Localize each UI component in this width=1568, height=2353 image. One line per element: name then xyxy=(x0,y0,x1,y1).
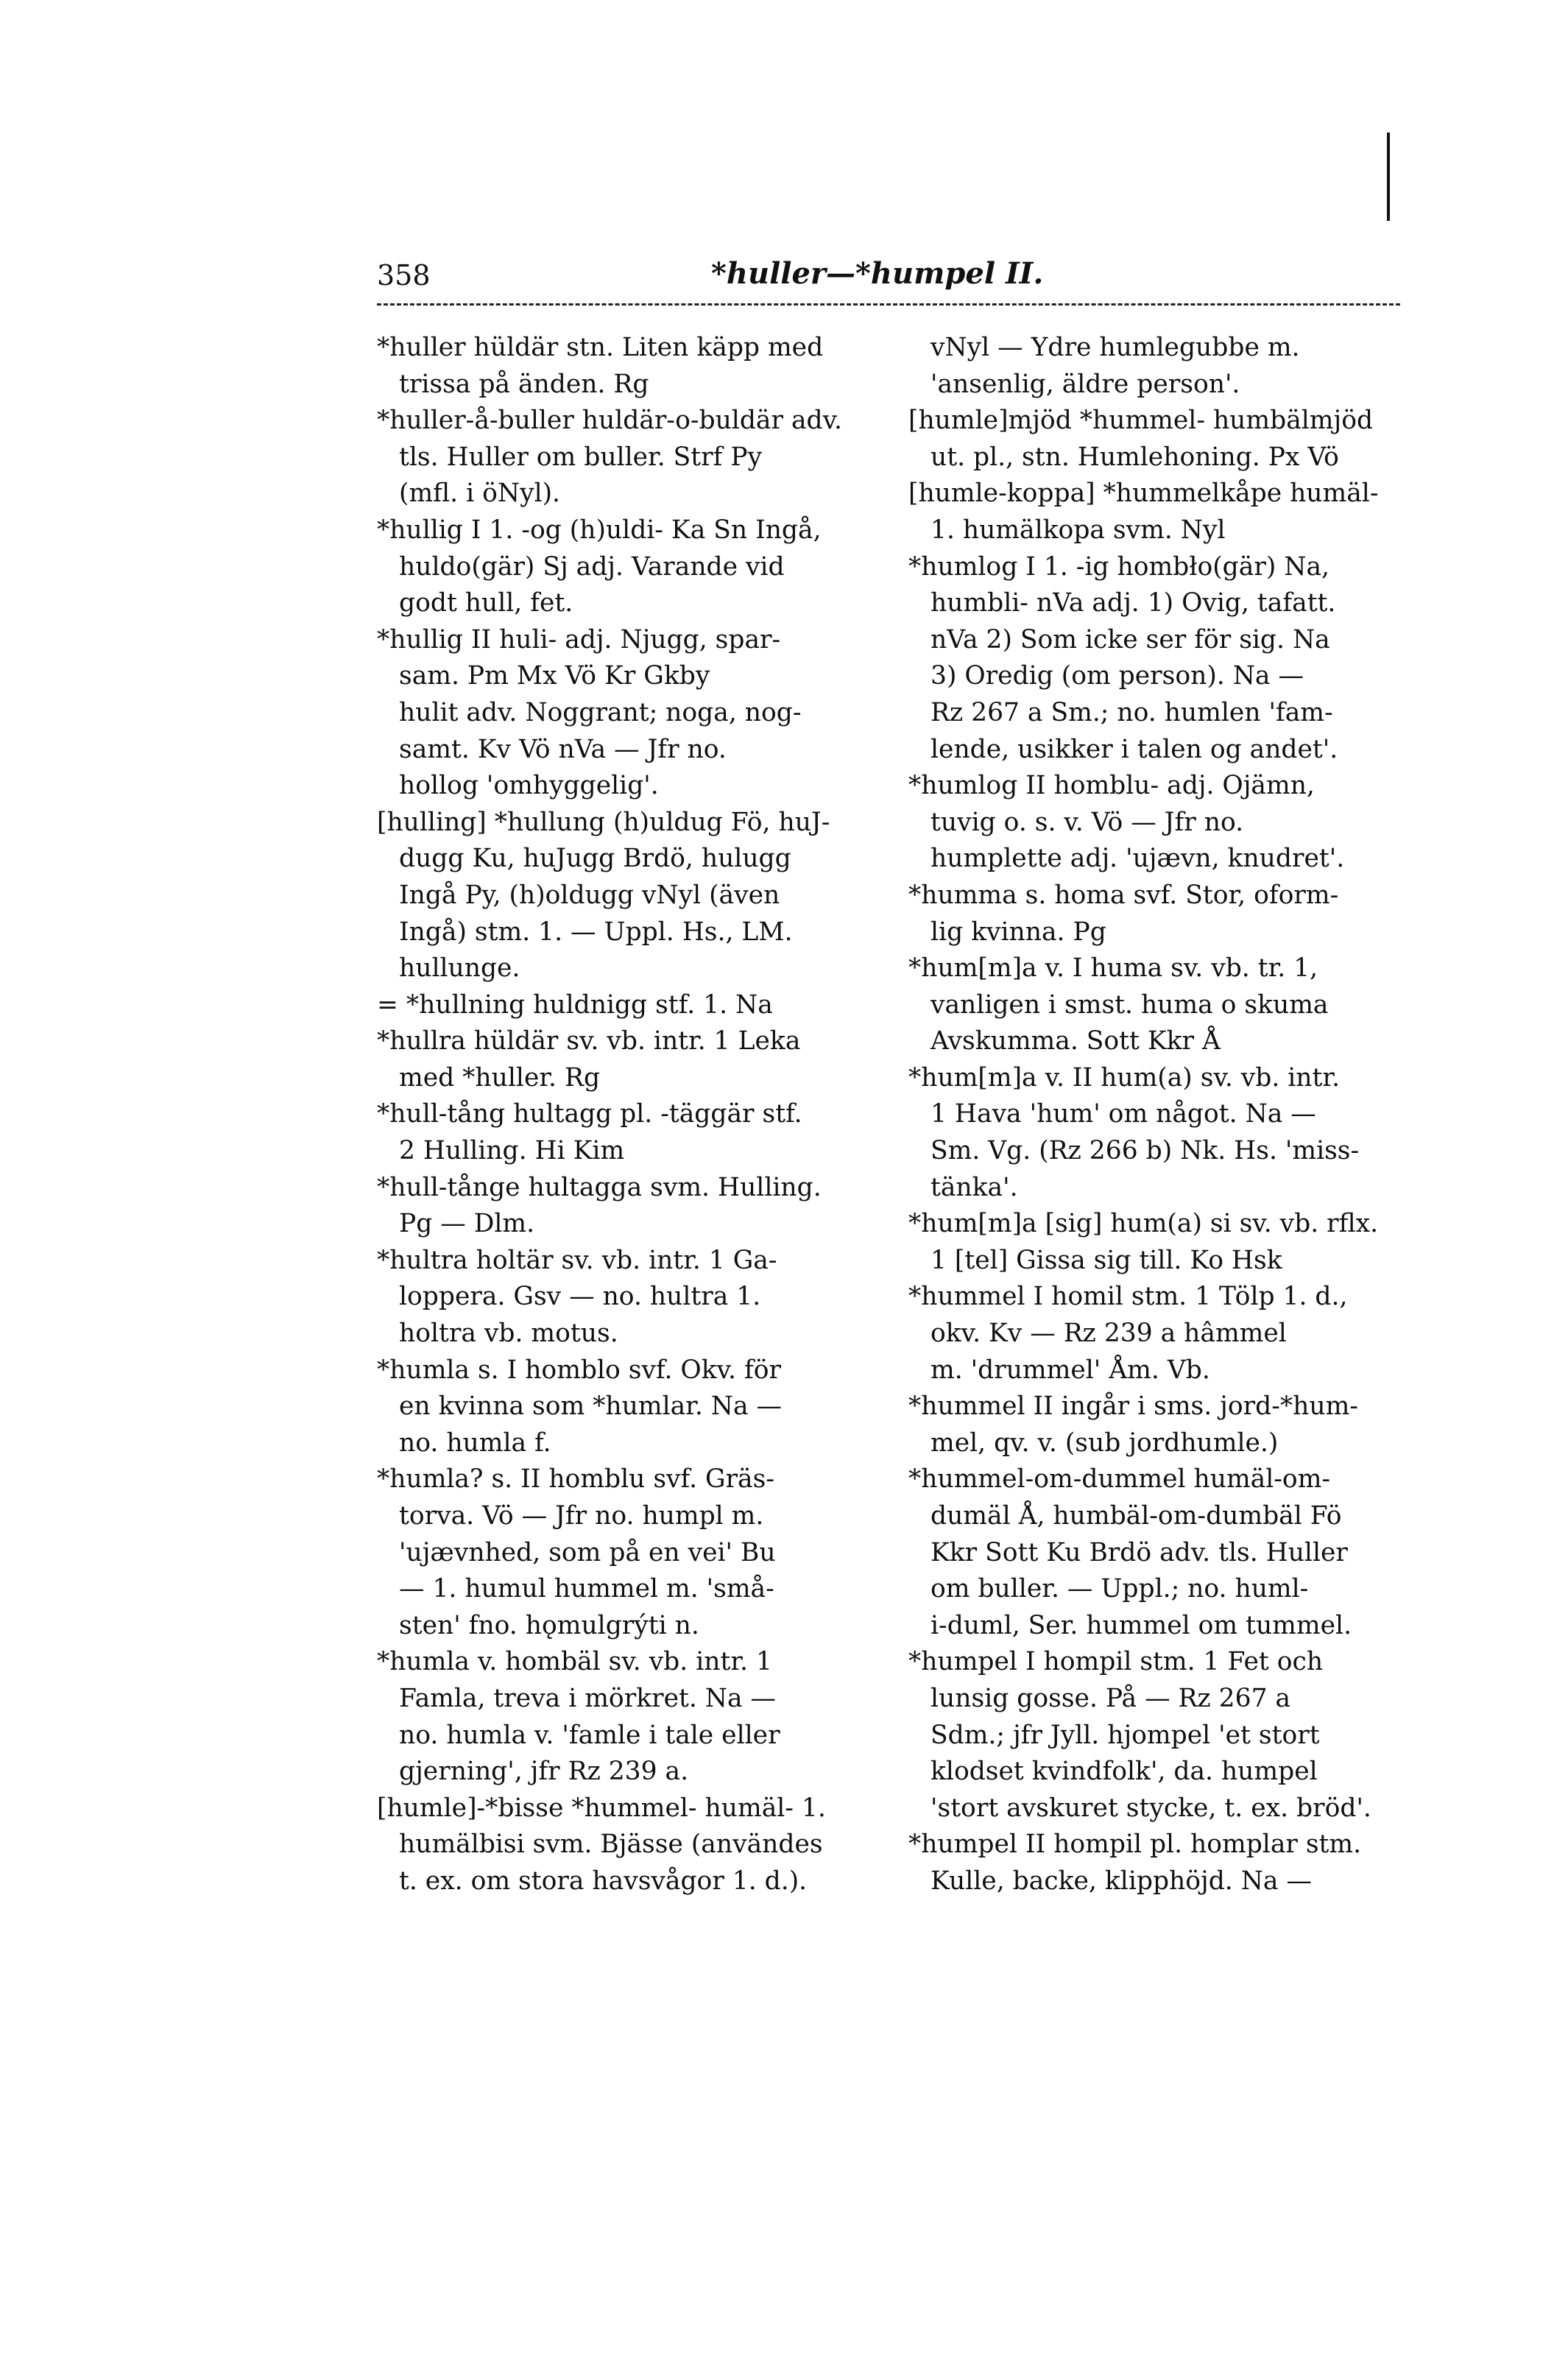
dictionary-line: *humlog II homblu- adj. Ojämn, xyxy=(908,771,1315,801)
dictionary-line: 1 Hava 'hum' om något. Na — xyxy=(930,1099,1316,1129)
dictionary-line: *humla v. hombäl sv. vb. intr. 1 xyxy=(377,1647,772,1677)
dictionary-line: Avskumma. Sott Kkr Å xyxy=(930,1026,1221,1056)
dictionary-line: tls. Huller om buller. Strf Py xyxy=(399,442,763,472)
dictionary-line: no. humla v. 'famle i tale eller xyxy=(399,1720,780,1750)
dictionary-line: *hummel II ingår i sms. jord-*hum- xyxy=(908,1391,1358,1422)
dictionary-line: loppera. Gsv — no. hultra 1. xyxy=(399,1282,761,1312)
dictionary-line: sam. Pm Mx Vö Kr Gkby xyxy=(399,661,710,691)
dictionary-line: 1 [tel] Gissa sig till. Ko Hsk xyxy=(930,1245,1282,1275)
dictionary-line: *humla? s. II homblu svf. Gräs- xyxy=(377,1464,774,1495)
dictionary-line: [humle]-*bisse *hummel- humäl- 1. xyxy=(377,1793,826,1823)
dictionary-line: Ingå Py, (h)oldugg vNyl (även xyxy=(399,880,780,910)
dictionary-line: *hum[m]a [sig] hum(a) si sv. vb. rflx. xyxy=(908,1209,1379,1239)
dictionary-line: no. humla f. xyxy=(399,1428,551,1458)
dictionary-line: Famla, treva i mörkret. Na — xyxy=(399,1683,777,1713)
dictionary-line: (mfl. i öNyl). xyxy=(399,479,561,509)
dictionary-line: med *huller. Rg xyxy=(399,1062,601,1093)
dictionary-line: *humla s. I homblo svf. Okv. för xyxy=(377,1355,781,1385)
dictionary-line: dumäl Å, humbäl-om-dumbäl Fö xyxy=(930,1501,1342,1531)
dictionary-line: [humle]mjöd *hummel- humbälmjöd xyxy=(908,406,1374,436)
dictionary-line: 2 Hulling. Hi Kim xyxy=(399,1136,625,1166)
dictionary-line: trissa på änden. Rg xyxy=(399,369,649,399)
dictionary-line: *hullra hüldär sv. vb. intr. 1 Leka xyxy=(377,1026,801,1056)
dictionary-line: gjerning', jfr Rz 239 a. xyxy=(399,1757,689,1787)
dictionary-line: humälbisi svm. Bjässe (användes xyxy=(399,1830,823,1860)
dictionary-line: okv. Kv — Rz 239 a hâmmel xyxy=(930,1319,1287,1349)
dictionary-line: hullunge. xyxy=(399,953,520,984)
left-column xyxy=(377,330,863,1900)
dictionary-line: Ingå) stm. 1. — Uppl. Hs., LM. xyxy=(399,917,793,947)
dictionary-line: — 1. humul hummel m. 'små- xyxy=(399,1574,774,1604)
dictionary-line: hollog 'omhyggelig'. xyxy=(399,771,659,801)
dictionary-line: = *hullning huldnigg stf. 1. Na xyxy=(377,989,773,1020)
dictionary-line: *huller hüldär stn. Liten käpp med xyxy=(377,333,824,362)
dictionary-line: *huller-å-buller huldär-o-buldär adv. xyxy=(377,406,842,436)
dictionary-line: lende, usikker i talen og andet'. xyxy=(930,734,1338,764)
dictionary-line: humbli- nVa adj. 1) Ovig, tafatt. xyxy=(930,588,1336,618)
dictionary-line: Kulle, backe, klipphöjd. Na — xyxy=(930,1866,1312,1896)
dictionary-line: *hullig II huli- adj. Njugg, spar- xyxy=(377,624,781,655)
dictionary-line: klodset kvindfolk', da. humpel xyxy=(930,1757,1318,1787)
dictionary-line: [humle-koppa] *hummelkåpe humäl- xyxy=(908,479,1379,509)
dictionary-line: mel, qv. v. (sub jordhumle.) xyxy=(930,1428,1279,1458)
dictionary-line: 'stort avskuret stycke, t. ex. bröd'. xyxy=(930,1793,1371,1823)
dictionary-line: tänka'. xyxy=(930,1172,1018,1202)
dictionary-line: *hull-tång hultagg pl. -täggär stf. xyxy=(377,1099,802,1129)
dictionary-line: 1. humälkopa svm. Nyl xyxy=(930,515,1226,545)
dictionary-line: Kkr Sott Ku Brdö adv. tls. Huller xyxy=(930,1537,1348,1567)
dictionary-line: hulit adv. Noggrant; noga, nog- xyxy=(399,697,802,727)
dictionary-line: torva. Vö — Jfr no. humpl m. xyxy=(399,1501,764,1531)
dictionary-line: *hullig I 1. -og (h)uldi- Ka Sn Ingå, xyxy=(377,515,822,545)
running-head: *huller—*humpel II. xyxy=(711,256,1044,291)
dictionary-line: *hummel-om-dummel humäl-om- xyxy=(908,1464,1331,1495)
dictionary-line: sten' fno. hǫmulgrýti n. xyxy=(399,1610,699,1640)
dictionary-line: 'ujævnhed, som på en vei' Bu xyxy=(399,1537,776,1567)
dictionary-line: lig kvinna. Pg xyxy=(930,917,1106,947)
dictionary-line: vanligen i smst. huma o skuma xyxy=(930,989,1329,1020)
dictionary-line: *hum[m]a v. II hum(a) sv. vb. intr. xyxy=(908,1062,1341,1093)
dictionary-line: *hultra holtär sv. vb. intr. 1 Ga- xyxy=(377,1245,777,1275)
right-column xyxy=(908,330,1394,1900)
dictionary-line: holtra vb. motus. xyxy=(399,1319,618,1349)
dictionary-line: 3) Oredig (om person). Na — xyxy=(930,661,1304,691)
dictionary-line: humplette adj. 'ujævn, knudret'. xyxy=(930,844,1345,874)
dictionary-line: vNyl — Ydre humlegubbe m. xyxy=(930,333,1300,362)
dictionary-line: *humma s. homa svf. Stor, oform- xyxy=(908,880,1339,910)
dictionary-line: godt hull, fet. xyxy=(399,588,573,618)
dictionary-line: dugg Ku, huJugg Brdö, hulugg xyxy=(399,844,791,874)
dictionary-line: m. 'drummel' Åm. Vb. xyxy=(930,1355,1210,1385)
dictionary-line: *hummel I homil stm. 1 Tölp 1. d., xyxy=(908,1282,1348,1312)
dictionary-line: samt. Kv Vö nVa — Jfr no. xyxy=(399,734,727,764)
dictionary-line: *hull-tånge hultagga svm. Hulling. xyxy=(377,1172,822,1202)
dictionary-line: [hulling] *hullung (h)uldug Fö, huJ- xyxy=(377,807,830,837)
dictionary-line: huldo(gär) Sj adj. Varande vid xyxy=(399,551,785,582)
dictionary-line: Pg — Dlm. xyxy=(399,1209,535,1239)
dictionary-line: ut. pl., stn. Humlehoning. Px Vö xyxy=(930,442,1339,472)
dictionary-line: Rz 267 a Sm.; no. humlen 'fam- xyxy=(930,697,1333,727)
dictionary-line: 'ansenlig, äldre person'. xyxy=(930,369,1240,399)
dictionary-line: *humpel I hompil stm. 1 Fet och xyxy=(908,1647,1324,1677)
dictionary-line: *hum[m]a v. I huma sv. vb. tr. 1, xyxy=(908,953,1318,984)
dictionary-line: Sdm.; jfr Jyll. hjompel 'et stort xyxy=(930,1720,1320,1750)
dictionary-line: om buller. — Uppl.; no. huml- xyxy=(930,1574,1309,1604)
dictionary-line: t. ex. om stora havsvågor 1. d.). xyxy=(399,1866,808,1896)
header-rule xyxy=(377,303,1400,306)
dictionary-line: lunsig gosse. På — Rz 267 a xyxy=(930,1683,1291,1713)
margin-mark xyxy=(1387,133,1390,221)
page-number: 358 xyxy=(377,259,431,292)
dictionary-line: Sm. Vg. (Rz 266 b) Nk. Hs. 'miss- xyxy=(930,1136,1360,1166)
dictionary-line: i-duml, Ser. hummel om tummel. xyxy=(930,1610,1352,1640)
dictionary-line: en kvinna som *humlar. Na — xyxy=(399,1391,783,1422)
dictionary-line: *humlog I 1. -ig hombło(gär) Na, xyxy=(908,551,1329,582)
dictionary-line: *humpel II hompil pl. homplar stm. xyxy=(908,1830,1362,1860)
dictionary-line: tuvig o. s. v. Vö — Jfr no. xyxy=(930,807,1244,837)
dictionary-line: nVa 2) Som icke ser för sig. Na xyxy=(930,624,1330,655)
